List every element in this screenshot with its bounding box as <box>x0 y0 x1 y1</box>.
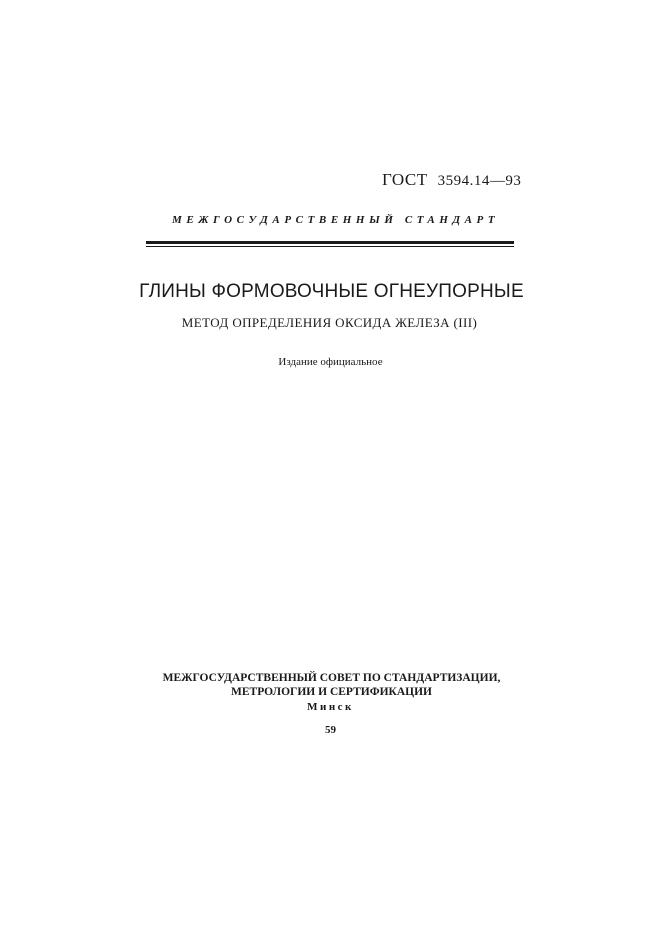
document-subtitle: МЕТОД ОПРЕДЕЛЕНИЯ ОКСИДА ЖЕЛЕЗА (III) <box>181 315 478 330</box>
publication-city: Минск <box>307 701 354 713</box>
edition-note: Издание официальное <box>278 356 383 368</box>
standard-number: 3594.14—93 <box>437 173 522 189</box>
page-number: 59 <box>325 724 336 736</box>
publisher-line-1: МЕЖГОСУДАРСТВЕННЫЙ СОВЕТ ПО СТАНДАРТИЗАЦИИ, <box>162 672 501 684</box>
standard-type: МЕЖГОСУДАРСТВЕННЫЙ СТАНДАРТ <box>172 214 500 226</box>
document-title: ГЛИНЫ ФОРМОВОЧНЫЕ ОГНЕУПОРНЫЕ <box>139 281 524 302</box>
standard-prefix: ГОСТ <box>382 170 428 189</box>
standard-code <box>382 170 521 190</box>
header-divider-thick <box>146 241 514 244</box>
header-divider-thin <box>146 246 514 247</box>
publisher-block <box>1 671 661 699</box>
publisher-line-2: МЕТРОЛОГИИ И СЕРТИФИКАЦИИ <box>231 686 432 698</box>
